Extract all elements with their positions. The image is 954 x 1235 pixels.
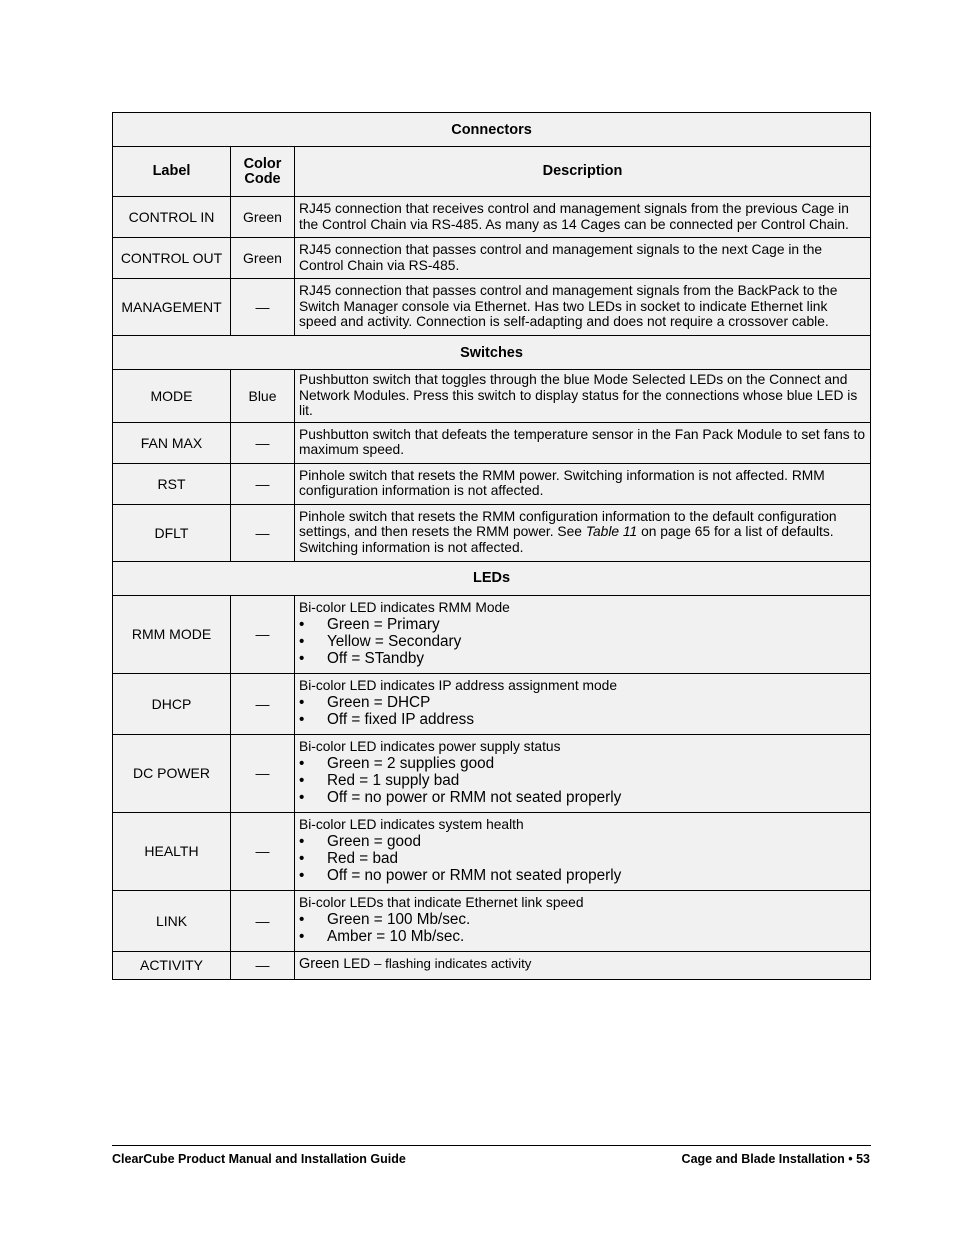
row-color-code: — <box>231 734 295 812</box>
bullet-icon: • <box>299 693 305 711</box>
table-row <box>113 673 871 734</box>
led-state-list <box>299 616 866 667</box>
row-color-code: — <box>231 463 295 504</box>
list-item <box>299 928 866 945</box>
list-item <box>299 772 866 789</box>
row-color-code: Blue <box>231 370 295 423</box>
led-description-lead: Bi-color LED indicates IP address assignment mode <box>299 678 617 694</box>
activity-desc-rest: – flashing indicates activity <box>374 956 532 972</box>
row-color-code: — <box>231 890 295 951</box>
row-description <box>295 595 871 673</box>
color-code-header-text: Color Code <box>243 155 282 187</box>
connectors-switches-leds-table <box>112 112 871 980</box>
table-row <box>113 238 871 279</box>
led-state-list <box>299 755 866 806</box>
list-item-text: Off = no power or RMM not seated properly <box>327 788 622 806</box>
table-row <box>113 734 871 812</box>
row-description <box>295 890 871 951</box>
list-item-text: Green = 2 supplies good <box>327 754 495 772</box>
bullet-icon: • <box>299 771 305 789</box>
row-description <box>295 673 871 734</box>
list-item <box>299 850 866 867</box>
list-item-text: Yellow = Secondary <box>327 632 462 650</box>
row-color-code: — <box>231 595 295 673</box>
row-description: RJ45 connection that passes control and management signals from the BackPack to the Switch Manager console via Ethernet. Has two LEDs in socket to indicate Ethernet link speed and activity. Connection is self-adapting and does not require a crossover cable. <box>295 279 871 336</box>
list-item-text: Off = fixed IP address <box>327 710 474 728</box>
list-item-text: Off = STandby <box>327 649 425 667</box>
column-header-label: Label <box>113 147 231 197</box>
row-description: RJ45 connection that receives control and management signals from the previous Cage in the Control Chain via RS-485. As many as 14 Cages can be connected per Control Chain. <box>295 197 871 238</box>
column-header-description: Description <box>295 147 871 197</box>
table-row <box>113 422 871 463</box>
list-item-text: Red = 1 supply bad <box>327 771 460 789</box>
row-label: DC POWER <box>113 734 231 812</box>
row-color-code: — <box>231 279 295 336</box>
list-item-text: Green = DHCP <box>327 693 431 711</box>
footer-document-title: ClearCube Product Manual and Installation Guide <box>112 1152 406 1166</box>
bullet-icon: • <box>299 710 305 728</box>
table-row <box>113 951 871 979</box>
row-label: DFLT <box>113 504 231 561</box>
led-description-lead: Bi-color LED indicates system health <box>299 817 524 833</box>
row-label: CONTROL OUT <box>113 238 231 279</box>
dflt-desc-pre: Pinhole switch that resets the RMM configuration information to the default configuration settings, and then resets the RMM power. See <box>299 508 837 540</box>
row-label: RMM MODE <box>113 595 231 673</box>
table-row <box>113 504 871 561</box>
led-state-list <box>299 911 866 945</box>
row-description <box>295 504 871 561</box>
led-state-list <box>299 833 866 884</box>
list-item-text: Off = no power or RMM not seated properly <box>327 866 622 884</box>
table-row <box>113 279 871 336</box>
list-item <box>299 694 866 711</box>
table-row <box>113 463 871 504</box>
bullet-icon: • <box>299 927 305 945</box>
list-item <box>299 755 866 772</box>
row-description: Pushbutton switch that toggles through the blue Mode Selected LEDs on the Connect and Network Modules. Press this switch to display status for the connections whose blue LED is lit. <box>295 370 871 423</box>
list-item <box>299 650 866 667</box>
list-item <box>299 633 866 650</box>
row-description <box>295 812 871 890</box>
bullet-icon: • <box>299 615 305 633</box>
footer-divider <box>112 1145 871 1146</box>
bullet-icon: • <box>299 910 305 928</box>
column-header-row <box>113 147 871 197</box>
led-description-lead: Bi-color LED indicates RMM Mode <box>299 600 510 616</box>
footer-section-page-number: Cage and Blade Installation • 53 <box>681 1152 870 1166</box>
row-color-code: Green <box>231 238 295 279</box>
row-color-code: — <box>231 422 295 463</box>
activity-desc-led: LED <box>343 956 375 972</box>
list-item <box>299 833 866 850</box>
row-description <box>295 951 871 979</box>
list-item <box>299 789 866 806</box>
row-color-code: — <box>231 812 295 890</box>
row-label: RST <box>113 463 231 504</box>
table-row <box>113 595 871 673</box>
row-description <box>295 734 871 812</box>
list-item <box>299 616 866 633</box>
row-description: Pinhole switch that resets the RMM power. Switching information is not affected. RMM configuration information is not affected. <box>295 463 871 504</box>
section-header-row <box>113 336 871 370</box>
row-label: MANAGEMENT <box>113 279 231 336</box>
row-label: DHCP <box>113 673 231 734</box>
row-label: MODE <box>113 370 231 423</box>
section-header-row <box>113 113 871 147</box>
table-reference-link[interactable]: Table 11 <box>585 524 638 540</box>
table-row <box>113 197 871 238</box>
row-label: HEALTH <box>113 812 231 890</box>
row-label: FAN MAX <box>113 422 231 463</box>
led-description-lead: Bi-color LEDs that indicate Ethernet link speed <box>299 895 584 911</box>
activity-desc-main: Green <box>299 956 344 973</box>
list-item-text: Green = good <box>327 832 421 850</box>
row-color-code: — <box>231 951 295 979</box>
row-description: Pushbutton switch that defeats the temperature sensor in the Fan Pack Module to set fans to maximum speed. <box>295 422 871 463</box>
list-item <box>299 911 866 928</box>
row-color-code: — <box>231 673 295 734</box>
led-description-lead: Bi-color LED indicates power supply status <box>299 739 561 755</box>
bullet-icon: • <box>299 754 305 772</box>
led-state-list <box>299 694 866 728</box>
bullet-icon: • <box>299 866 305 884</box>
section-title-connectors: Connectors <box>113 113 871 147</box>
list-item-text: Green = 100 Mb/sec. <box>327 910 471 928</box>
list-item <box>299 867 866 884</box>
list-item-text: Green = Primary <box>327 615 440 633</box>
row-label: CONTROL IN <box>113 197 231 238</box>
row-color-code: Green <box>231 197 295 238</box>
list-item-text: Red = bad <box>327 849 399 867</box>
table-row <box>113 812 871 890</box>
row-label: LINK <box>113 890 231 951</box>
row-color-code: — <box>231 504 295 561</box>
list-item <box>299 711 866 728</box>
bullet-icon: • <box>299 849 305 867</box>
column-header-color-code <box>231 147 295 197</box>
table-row <box>113 890 871 951</box>
bullet-icon: • <box>299 649 305 667</box>
section-title-leds: LEDs <box>113 561 871 595</box>
section-header-row <box>113 561 871 595</box>
bullet-icon: • <box>299 788 305 806</box>
list-item-text: Amber = 10 Mb/sec. <box>327 927 465 945</box>
row-description: RJ45 connection that passes control and management signals to the next Cage in the Control Chain via RS-485. <box>295 238 871 279</box>
row-label: ACTIVITY <box>113 951 231 979</box>
section-title-switches: Switches <box>113 336 871 370</box>
table-row <box>113 370 871 423</box>
bullet-icon: • <box>299 832 305 850</box>
dflt-desc-post: on page 65 for a list of defaults. Switching information is not affected. <box>299 524 834 555</box>
bullet-icon: • <box>299 632 305 650</box>
